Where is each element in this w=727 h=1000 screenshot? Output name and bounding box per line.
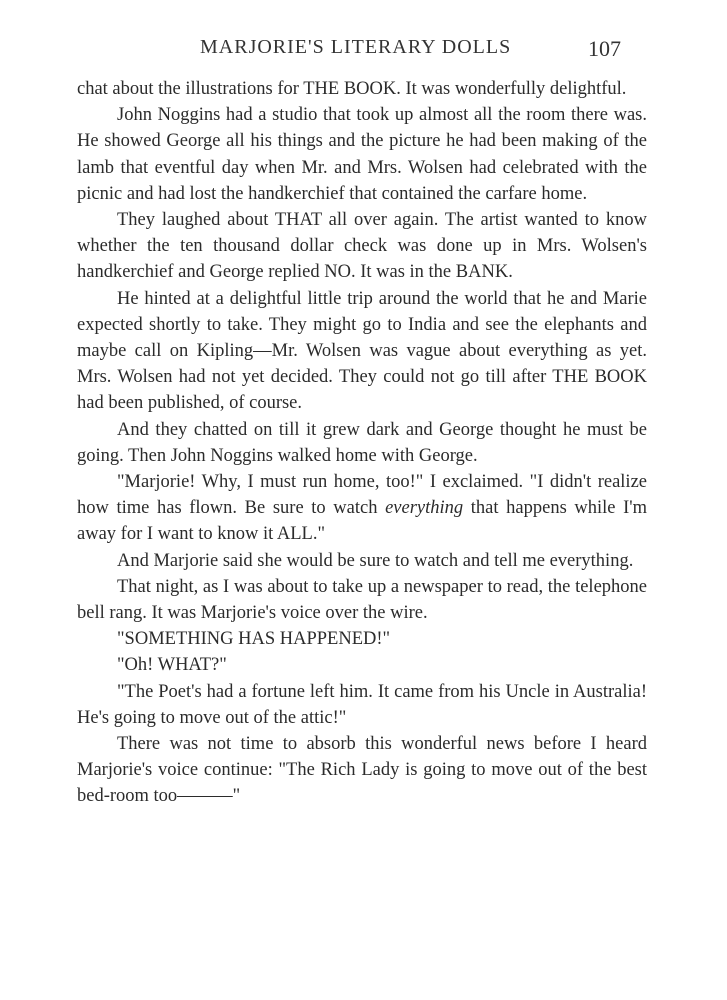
running-head [0,36,727,66]
paragraph: And they chatted on till it grew dark and George thought he must be going. Then John Noggins walked home with George. [77,419,647,466]
paragraph: There was not time to absorb this wonderful news before I heard Marjorie's voice continue: "The Rich Lady is going to move out of the best bed-room too———" [77,734,647,807]
emphasized-word: everything [385,498,464,519]
paragraph: "SOMETHING HAS HAPPENED!" [117,629,391,650]
paragraph: And Marjorie said she would be sure to watch and tell me everything. [117,550,634,571]
paragraph-text: that happens while I'm away for I want to know it ALL." [77,498,647,545]
page-number: 107 [588,36,621,61]
paragraph: John Noggins had a studio that took up almost all the room there was. He showed George all his things and the picture he had been making of the lamb that eventful day when Mr. and Mrs. Wolsen had celebrated with the picnic and had lost the handkerchief that contained the carfare home. [77,105,647,204]
paragraph: He hinted at a delightful little trip around the world that he and Marie expected shortly to take. They might go to India and see the elephants and maybe call on Kipling—Mr. Wolsen was vague about everything as yet. Mrs. Wolsen had not yet decided. They could not go till after THE BOOK had been published, of course. [77,288,647,414]
paragraph [77,469,647,548]
paragraph: That night, as I was about to take up a newspaper to read, the telephone bell rang. It was Marjorie's voice over the wire. [77,576,647,624]
body-text [77,76,647,810]
running-title: MARJORIE'S LITERARY DOLLS [200,36,512,58]
paragraph-text: "Marjorie! Why, I must run home, too!" I exclaimed. "I didn't realize how time has flown. Be sure to watch [77,472,647,519]
paragraph: "The Poet's had a fortune left him. It came from his Uncle in Australia! He's going to move out of the attic!" [77,681,647,728]
paragraph: They laughed about THAT all over again. The artist wanted to know whether the ten thousand dollar check was done up in Mrs. Wolsen's handkerchief and George replied NO. It was in the BANK. [77,210,647,283]
paragraph: "Oh! WHAT?" [117,655,227,676]
paragraph: chat about the illustrations for THE BOOK. It was wonderfully delightful. [77,79,627,99]
